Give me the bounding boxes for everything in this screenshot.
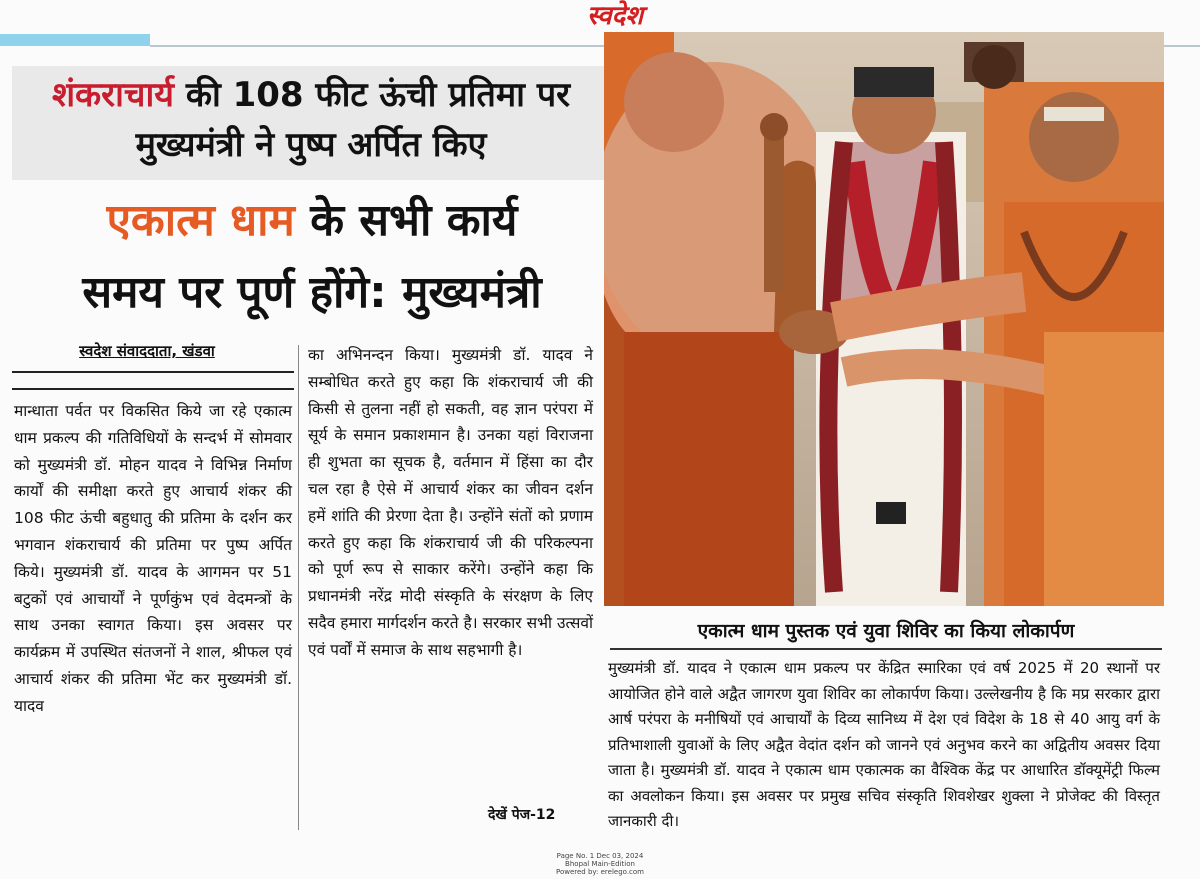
- masthead-logo: स्वदेश: [586, 1, 644, 31]
- main-headline-highlight: एकात्म धाम: [106, 195, 295, 246]
- continued-on-page: देखें पेज-12: [488, 807, 556, 823]
- article-column-1: मान्धाता पर्वत पर विकसित किये जा रहे एकात्म धाम प्रकल्प की गतिविधियों के सन्दर्भ में सोमवार को मुख्यमंत्री डॉ. मोहन यादव ने विभिन्न निर्माण कार्यों की समीक्षा करते हुए आचार्य शंकर की 108 फीट ऊंची बहुधातु की प्रतिमा के दर्शन कर भगवान शंकराचार्य की प्रतिमा पर पुष्प अर्पित किये। मुख्यमंत्री डॉ. यादव के आगमन पर 51 बटुकों एवं आचार्यों ने पूर्णकुंभ एवं वेदमन्त्रों के साथ उनका स्वागत किया। इस अवसर पर कार्यक्रम में उपस्थित संतजनों ने शाल, श्रीफल एवं आचार्य शंकर की प्रतिमा भेंट कर मुख्यमंत्री डॉ. यादव: [14, 402, 292, 715]
- footer-powered: Powered by: erelego.com: [555, 868, 644, 876]
- main-headline-line2: समय पर पूर्ण होंगे: मुख्यमंत्री: [82, 267, 542, 318]
- headline-line2: मुख्यमंत्री ने पुष्प अर्पित किए: [135, 125, 487, 165]
- byline: स्वदेश संवाददाता, खंडवा: [79, 342, 215, 360]
- article-column-2: का अभिनन्दन किया। मुख्यमंत्री डॉ. यादव ने सम्बोधित करते हुए कहा कि शंकराचार्य जी की किसी से तुलना नहीं हो सकती, वह ज्ञान परंपरा में सूर्य के समान प्रकाशमान है। उनका यहां विराजना ही शुभता का सूचक है, वर्तमान में हिंसा का दौर चल रहा है ऐसे में आचार्य शंकर का जीवन दर्शन हमें शांति की प्रेरणा देता है। उन्होंने संतों को प्रणाम करते हुए कहा कि शंकराचार्य जी की परिकल्पना को पूर्ण रूप से साकार करेंगे। उन्होंने कहा कि प्रधानमंत्री नरेंद्र मोदी संस्कृति के संरक्षण के लिए सदैव हमारा मार्गदर्शन करते है। सरकार सभी उत्सवों एवं पर्वों में समाज के साथ सहभागी है।: [308, 346, 593, 659]
- main-headline-line1: [12, 192, 612, 250]
- headline-highlight: शंकराचार्य: [51, 75, 174, 115]
- headline-line1: [12, 70, 610, 120]
- column-divider: [298, 345, 299, 830]
- footer-page: Page No. 1 Dec 03, 2024: [556, 852, 644, 860]
- byline-rule-top: [12, 371, 294, 373]
- footer-edition: Bhopal Main-Edition: [565, 860, 635, 868]
- sub-article-body: मुख्यमंत्री डॉ. यादव ने एकात्म धाम प्रकल्प पर केंद्रित स्मारिका एवं वर्ष 2025 में 20 स्थानों पर आयोजित होने वाले अद्वैत जागरण युवा शिविर का लोकार्पण किया। उल्लेखनीय है कि मप्र सरकार द्वारा आर्ष परंपरा के मनीषियों एवं आचार्यों के दिव्य सानिध्य में देश एवं विदेश के 18 से 40 आयु वर्ग के प्रतिभाशाली युवाओं के लिए अद्वैत वेदांत दर्शन को जानने एवं अनुभव करने का अद्वितीय अवसर दिया जाता है। मुख्यमंत्री डॉ. यादव ने एकात्म धाम एकात्मक का वैश्विक केंद्र पर आधारित डॉक्यूमेंट्री फिल्म का अवलोकन किया। इस अवसर पर प्रमुख सचिव संस्कृति शिवशेखर शुक्ला ने प्रोजेक्ट की विस्तृत जानकारी दी।: [608, 659, 1160, 830]
- byline-rule-bottom: [12, 388, 294, 390]
- headline-line1-rest: की 108 फीट ऊंची प्रतिमा पर: [174, 75, 571, 115]
- main-headline-line1-rest: के सभी कार्य: [294, 195, 518, 246]
- news-photo: [604, 32, 1164, 606]
- page-footer: [520, 852, 680, 876]
- sub-article-heading: एकात्म धाम पुस्तक एवं युवा शिविर का किया लोकार्पण: [610, 616, 1162, 650]
- news-photo-illustration: [604, 32, 1164, 606]
- accent-bar: [0, 34, 150, 46]
